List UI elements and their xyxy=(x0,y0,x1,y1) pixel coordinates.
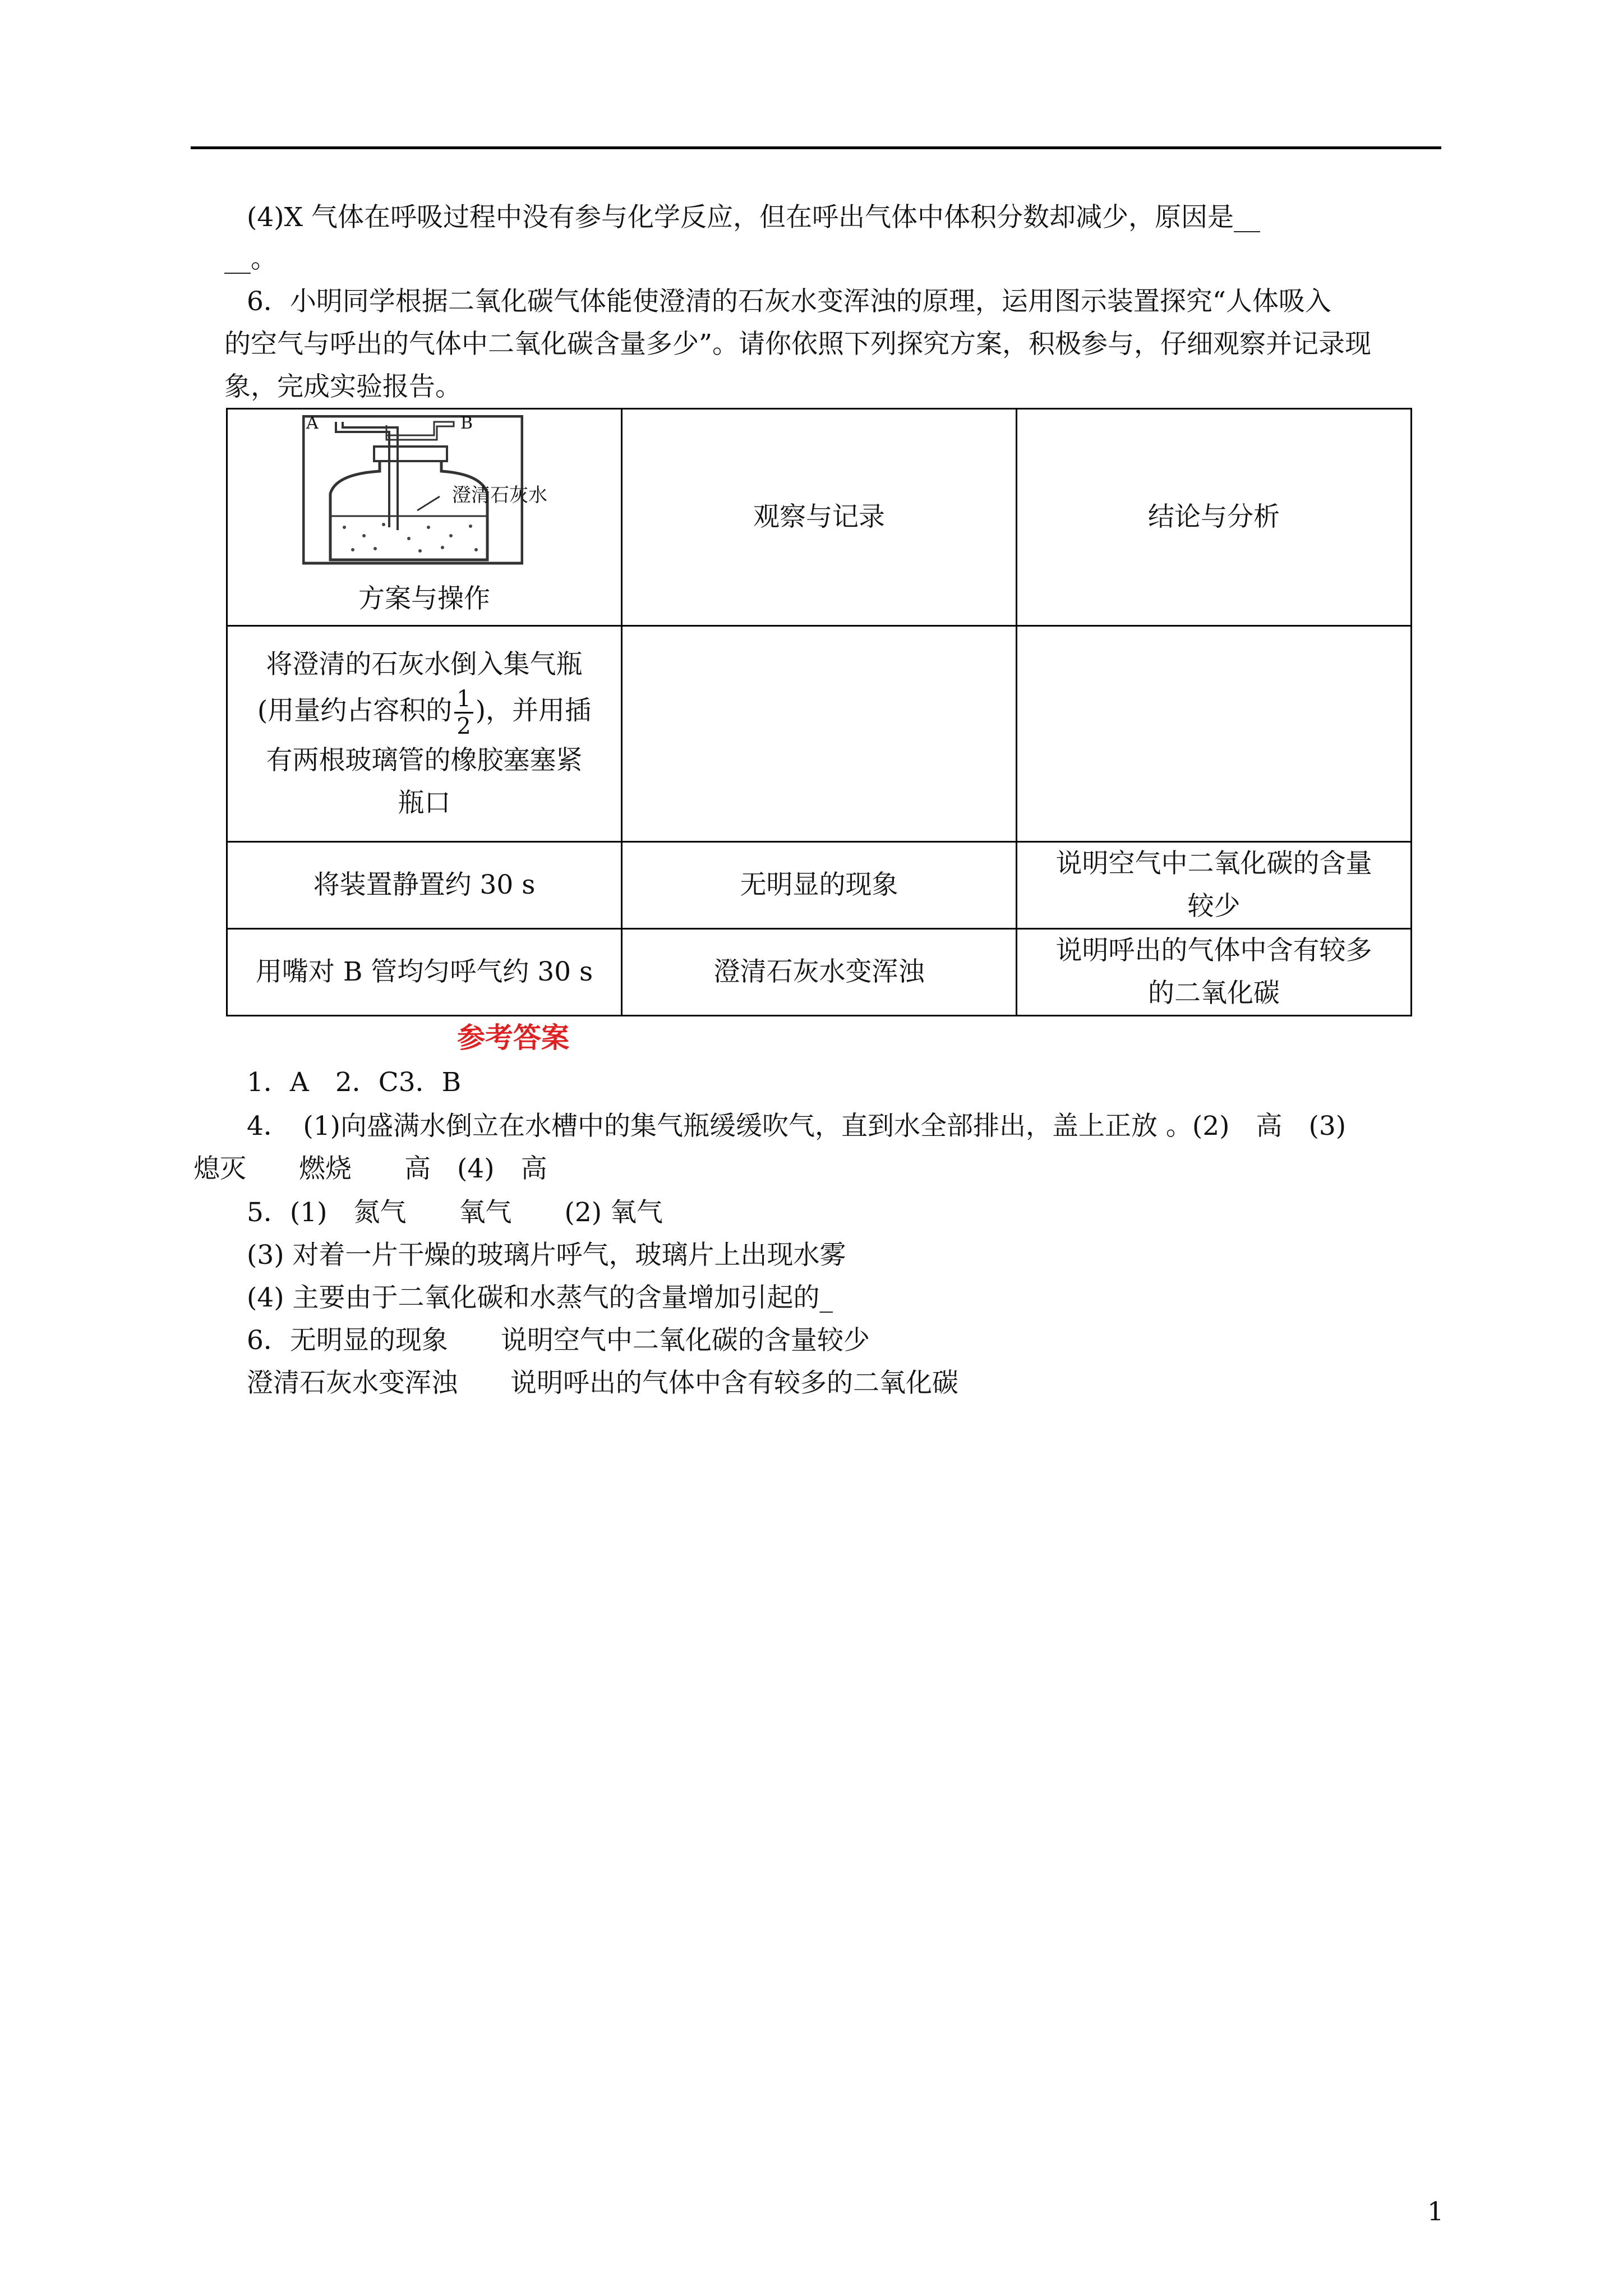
row3-observation: 澄清石灰水变浑浊 xyxy=(622,929,1017,1016)
row2-operation: 将装置静置约 30 s xyxy=(227,842,622,929)
answer-4-line1: 4． (1)向盛满水倒立在水槽中的集气瓶缓缓吹气，直到水全部排出，盖上正放 。(2) 高 (3) xyxy=(247,1111,1347,1142)
answer-5-line2: (3) 对着一片干燥的玻璃片呼气，玻璃片上出现水雾 xyxy=(247,1240,846,1271)
q5-part4-line1: (4)X 气体在呼吸过程中没有参与化学反应，但在呼出气体中体积分数却减少，原因是__ xyxy=(247,202,1260,233)
q6-intro-line1: 6．小明同学根据二氧化碳气体能使澄清的石灰水变浑浊的原理，运用图示装置探究“人体吸入 xyxy=(247,286,1331,317)
answer-5-line3: (4) 主要由于二氧化碳和水蒸气的含量增加引起的_ xyxy=(247,1282,833,1313)
row1-op-line2 xyxy=(239,686,610,739)
row3-concl-line2: 的二氧化碳 xyxy=(1148,978,1280,1009)
answers-title: 参考答案 xyxy=(457,1021,569,1054)
fraction-half xyxy=(454,686,473,739)
row1-op-line3: 有两根玻璃管的橡胶塞塞紧 xyxy=(266,744,583,776)
table-row xyxy=(227,842,1412,929)
header-observation: 观察与记录 xyxy=(622,409,1017,626)
figure-label-b: B xyxy=(460,413,473,433)
fraction-denominator: 2 xyxy=(457,713,471,739)
row3-concl-line1: 说明呼出的气体中含有较多 xyxy=(1055,935,1372,966)
answer-6-line1: 6．无明显的现象 说明空气中二氧化碳的含量较少 xyxy=(247,1325,870,1356)
row2-observation: 无明显的现象 xyxy=(622,842,1017,929)
row1-op-post: )，并用插 xyxy=(475,695,592,726)
row1-op-pre: (用量约占容积的 xyxy=(257,695,453,726)
q5-part4-line2: __。 xyxy=(224,243,277,274)
row2-concl-line2: 较少 xyxy=(1187,891,1241,922)
answer-4-line2: 熄灭 燃烧 高 (4) 高 xyxy=(193,1153,547,1184)
header-operation-label: 方案与操作 xyxy=(358,583,490,614)
row1-conclusion xyxy=(1017,626,1412,842)
answer-1-3: 1．A 2．C3．B xyxy=(247,1067,462,1098)
row2-concl-line1: 说明空气中二氧化碳的含量 xyxy=(1055,848,1372,879)
page-number: 1 xyxy=(1427,2196,1444,2226)
fraction-numerator: 1 xyxy=(454,686,473,714)
experiment-table xyxy=(226,408,1412,1016)
row1-op-line1: 将澄清的石灰水倒入集气瓶 xyxy=(266,648,583,680)
table-row xyxy=(227,929,1412,1016)
q6-intro-line3: 象，完成实验报告。 xyxy=(224,371,462,402)
row1-observation xyxy=(622,626,1017,842)
row3-conclusion xyxy=(1017,929,1412,1016)
answer-5-line1: 5．(1) 氮气 氧气 (2) 氧气 xyxy=(247,1197,663,1228)
row2-conclusion xyxy=(1017,842,1412,929)
table-row xyxy=(227,626,1412,842)
figure-label-liquid: 澄清石灰水 xyxy=(452,484,547,507)
header-conclusion: 结论与分析 xyxy=(1017,409,1412,626)
answer-6-line2: 澄清石灰水变浑浊 说明呼出的气体中含有较多的二氧化碳 xyxy=(247,1368,958,1398)
figure-label-a: A xyxy=(306,413,319,433)
header-rule xyxy=(191,146,1441,149)
q6-intro-line2: 的空气与呼出的气体中二氧化碳含量多少”。请你依照下列探究方案，积极参与，仔细观察并记录现 xyxy=(224,329,1372,360)
table-header-row xyxy=(227,409,1412,626)
row1-op-line4: 瓶口 xyxy=(398,787,451,818)
header-cell-operation xyxy=(227,409,622,626)
row1-operation xyxy=(227,626,622,842)
row3-operation: 用嘴对 B 管均匀呼气约 30 s xyxy=(227,929,622,1016)
